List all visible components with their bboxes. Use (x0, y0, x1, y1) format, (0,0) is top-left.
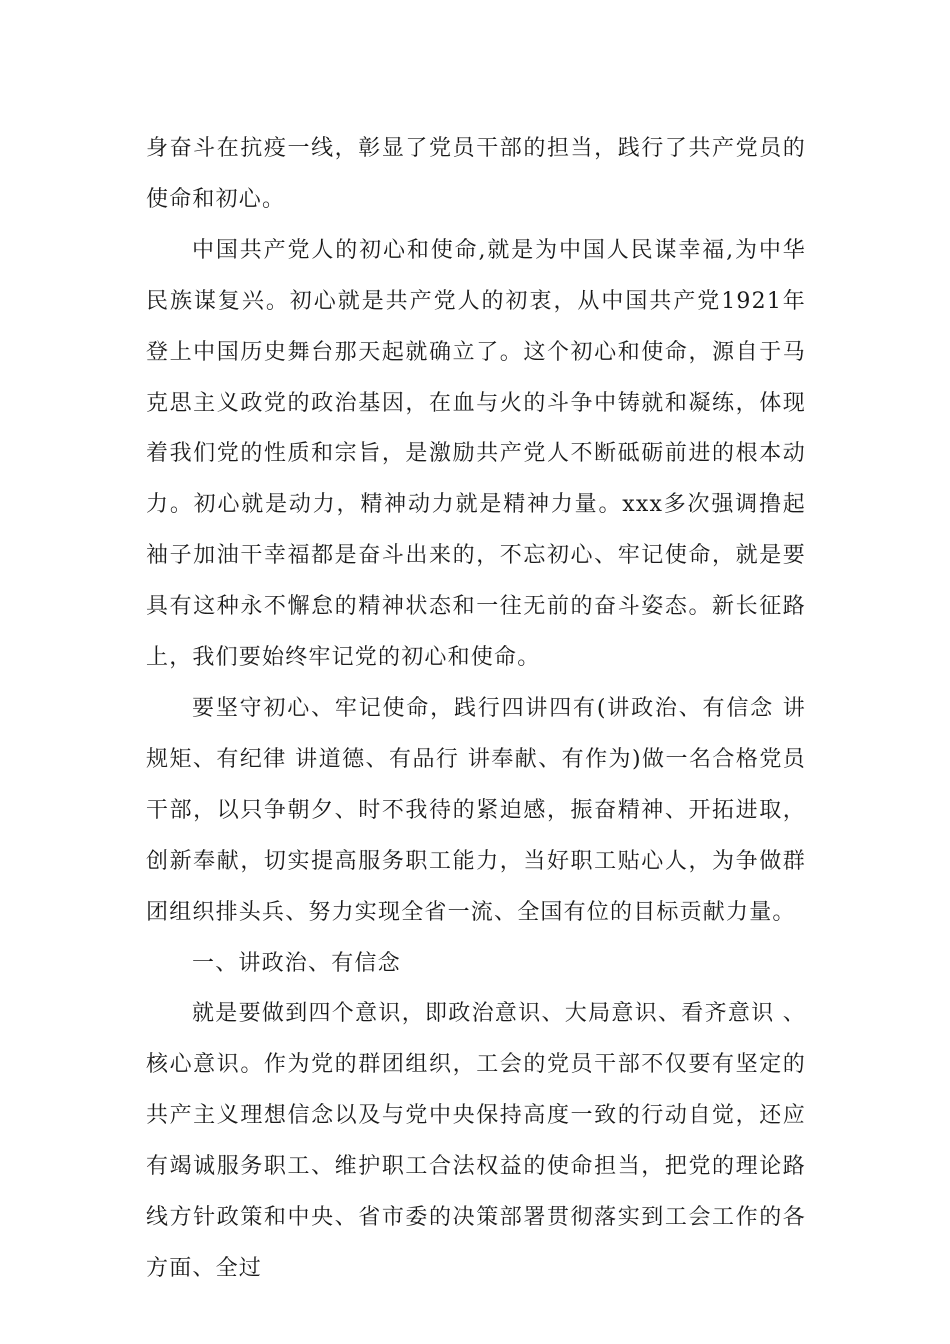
document-body (146, 124, 806, 1295)
paragraph-4: 就是要做到四个意识，即政治意识、大局意识、看齐意识 、核心意识。作为党的群团组织，工会的党员干部不仅要有坚定的共产主义理想信念以及与党中央保持高度一致的行动自觉，还应有竭诚服务职工、维护职工合法权益的使命担当，把党的理论路线方针政策和中央、省市委的决策部署贯彻落实到工会工作的各方面、全过 (146, 1001, 806, 1281)
paragraph-3: 要坚守初心、牢记使命，践行四讲四有(讲政治、有信念 讲规矩、有纪律 讲道德、有品行 讲奉献、有作为)做一名合格党员干部，以只争朝夕、时不我待的紧迫感，振奋精神、开拓进取，创新奉献，切实提高服务职工能力，当好职工贴心人，为争做群团组织排头兵、努力实现全省一流、全国有位的目标贡献力量。 (146, 695, 806, 925)
paragraph-2: 中国共产党人的初心和使命,就是为中国人民谋幸福,为中华民族谋复兴。初心就是共产党人的初衷，从中国共产党1921年登上中国历史舞台那天起就确立了。这个初心和使命，源自于马克思主义政党的政治基因，在血与火的斗争中铸就和凝练，体现着我们党的性质和宗旨，是激励共产党人不断砥砺前进的根本动力。初心就是动力，精神动力就是精神力量。xxx多次强调撸起袖子加油干幸福都是奋斗出来的，不忘初心、牢记使命，就是要具有这种永不懈怠的精神状态和一往无前的奋斗姿态。新长征路上，我们要始终牢记党的初心和使命。 (146, 237, 806, 671)
section-heading: 一、讲政治、有信念 (192, 950, 401, 976)
paragraph-1: 身奋斗在抗疫一线，彰显了党员干部的担当，践行了共产党员的使命和初心。 (146, 136, 806, 212)
